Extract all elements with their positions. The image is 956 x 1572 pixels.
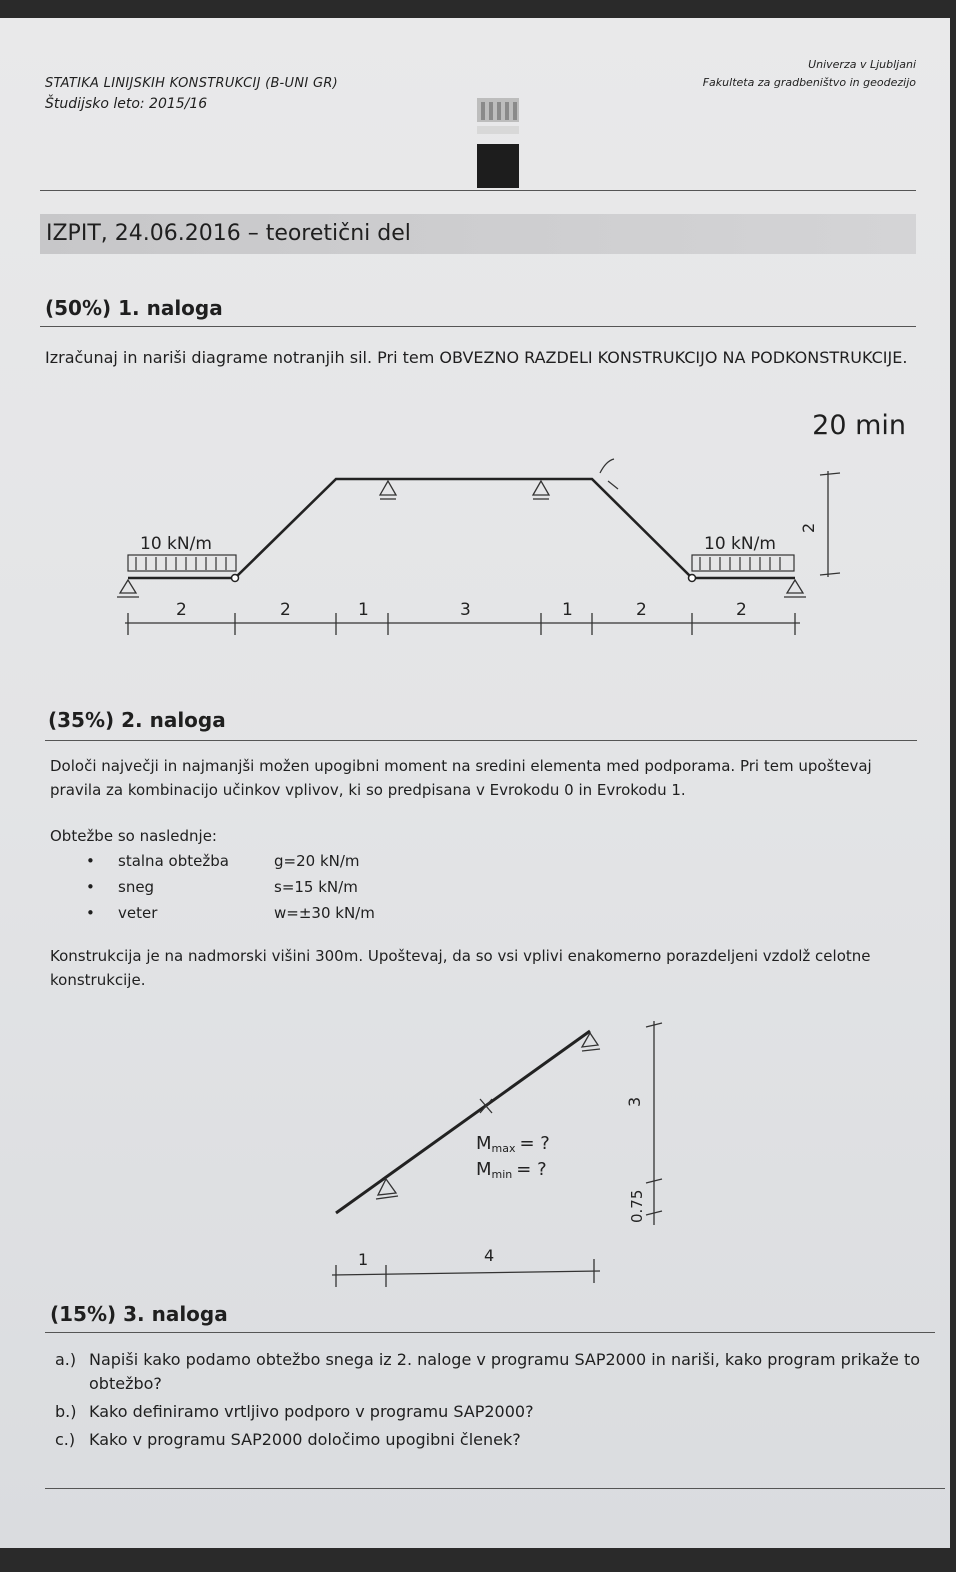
question-label: c.) (55, 1430, 76, 1449)
university-name: Univerza v Ljubljani (808, 58, 916, 71)
question-text: Kako v programu SAP2000 določimo upogibni členek? (89, 1430, 521, 1449)
inclined-beam (336, 1031, 590, 1213)
frame-diagram (100, 443, 860, 653)
span-label: 2 (636, 600, 647, 620)
task2-title: (35%) 2. naloga (48, 708, 226, 732)
distributed-load-right (692, 555, 794, 571)
span-label: 1 (562, 600, 573, 620)
task2-divider (45, 740, 917, 741)
load-label-left: 10 kN/m (140, 534, 212, 554)
load-value: s=15 kN/m (274, 878, 358, 896)
load-name: stalna obtežba (118, 852, 229, 870)
list-item (86, 904, 486, 930)
support-top-left (380, 481, 396, 499)
task1-time: 20 min (812, 410, 906, 441)
list-item (86, 852, 486, 878)
course-name: STATIKA LINIJSKIH KONSTRUKCIJ (B-UNI GR) (45, 76, 339, 91)
faculty-logo (475, 96, 521, 190)
height-label: 2 (799, 522, 818, 533)
bullet-icon: • (86, 878, 95, 896)
task2-text: Določi največji in najmanjši možen upogibni moment na sredini elementa med podporama. Pri tem upoštevaj pravila za kombinacijo učinkov vplivov, ki so predpisana v Evrokodu 0 in Evrokodu 1. (50, 757, 872, 799)
question-label: a.) (55, 1350, 77, 1369)
load-name: veter (118, 904, 158, 922)
task1-divider (40, 326, 916, 327)
support-right (784, 580, 806, 597)
load-value: w=±30 kN/m (274, 904, 375, 922)
study-year: Študijsko leto: 2015/16 (45, 96, 208, 112)
exam-title: IZPIT, 24.06.2016 – teoretični del (40, 214, 916, 254)
dim-v1-label: 3 (625, 1096, 644, 1107)
faculty-name: Fakulteta za gradbeništvo in geodezijo (702, 76, 916, 89)
bullet-icon: • (86, 852, 95, 870)
mmin-label: Mmin = ? (476, 1159, 547, 1181)
height-dimension-line (820, 471, 840, 577)
load-value: g=20 kN/m (274, 852, 360, 870)
span-label: 2 (280, 600, 291, 620)
list-item (55, 1348, 935, 1400)
rotational-release-mark (600, 459, 618, 489)
list-item (55, 1400, 935, 1428)
hinge-right (689, 575, 696, 582)
support-top-right (533, 481, 549, 499)
task1-title: (50%) 1. naloga (45, 296, 223, 320)
footer-divider (45, 1488, 945, 1489)
horizontal-dimension-line (332, 1259, 600, 1287)
hinge-left (232, 575, 239, 582)
list-item (55, 1428, 935, 1456)
span-label: 2 (176, 600, 187, 620)
inclined-beam-diagram (320, 1003, 680, 1293)
question-label: b.) (55, 1402, 77, 1421)
list-item (86, 878, 486, 904)
distributed-load-left (128, 555, 236, 571)
header-divider (40, 190, 916, 191)
vertical-dimension-line (646, 1021, 662, 1225)
frame-members (128, 479, 795, 578)
exam-sheet (0, 18, 950, 1548)
task2-text2: Konstrukcija je na nadmorski višini 300m. Upoštevaj, da so vsi vplivi enakomerno porazdeljeni vzdolž celotne konstrukcije. (50, 947, 871, 989)
bullet-icon: • (86, 904, 95, 922)
dim-h1-label: 1 (358, 1250, 369, 1269)
task3-questions (55, 1348, 935, 1456)
span-label: 1 (358, 600, 369, 620)
task3-divider (45, 1332, 935, 1333)
loads-list (86, 852, 486, 930)
span-label: 2 (736, 600, 747, 620)
task3-title: (15%) 3. naloga (50, 1302, 228, 1326)
load-label-right: 10 kN/m (704, 534, 776, 554)
load-name: sneg (118, 878, 155, 896)
question-text: Kako definiramo vrtljivo podporo v programu SAP2000? (89, 1402, 534, 1421)
mmax-label: Mmax = ? (476, 1133, 550, 1155)
loads-intro: Obtežbe so naslednje: (50, 827, 217, 845)
support-left (117, 580, 139, 597)
span-label: 3 (460, 600, 471, 620)
task1-text: Izračunaj in nariši diagrame notranjih sil. Pri tem OBVEZNO RAZDELI KONSTRUKCIJO NA PODKONSTRUKCIJE. (45, 348, 908, 367)
question-text: Napiši kako podamo obtežbo snega iz 2. naloge v programu SAP2000 in nariši, kako program prikaže to obtežbo? (89, 1350, 920, 1393)
dim-v2-label: 0.75 (628, 1189, 646, 1223)
dim-h2-label: 4 (484, 1246, 495, 1265)
midpoint-mark (480, 1099, 492, 1113)
